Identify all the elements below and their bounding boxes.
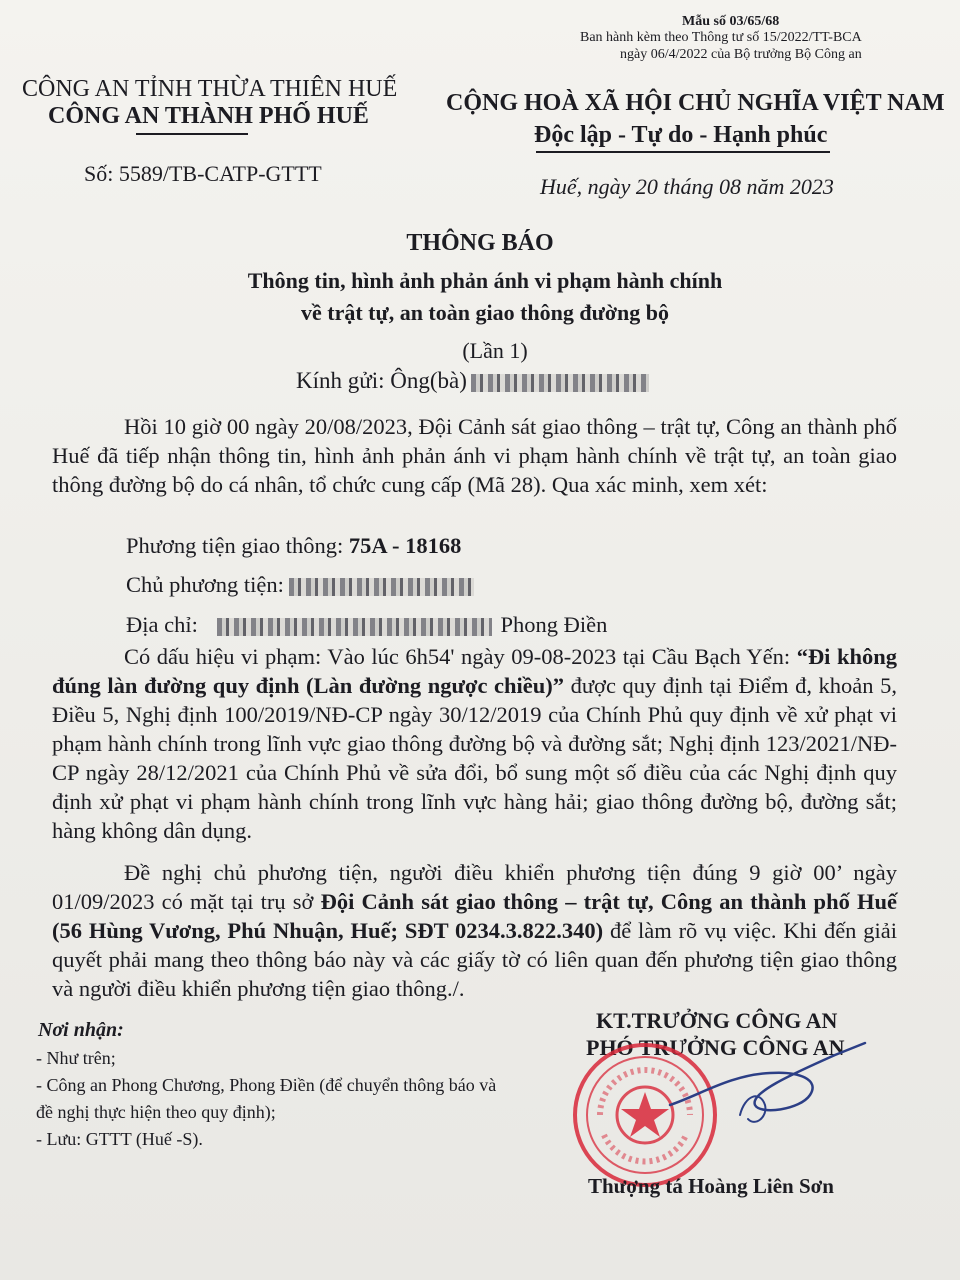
document-subtitle: Thông tin, hình ảnh phản ánh vi phạm hành chính bbox=[247, 268, 723, 293]
issue-number: (Lần 1) bbox=[462, 338, 528, 363]
handwritten-signature-icon bbox=[660, 1035, 870, 1145]
redacted-address bbox=[217, 618, 492, 636]
document-subtitle: về trật tự, an toàn giao thông đường bộ bbox=[300, 300, 669, 325]
vehicle-field bbox=[126, 533, 461, 559]
violation-legal-basis: được quy định tại Điểm đ, khoản 5, Điều 5, Nghị định 100/2019/NĐ-CP ngày 30/12/2019 của Chính Phủ quy định về xử phạt vi phạm hành chính trong lĩnh vực giao thông đường bộ và đường sắt; Nghị định 123/2021/NĐ-CP ngày 28/12/2021 của Chính Phủ về sửa đổi, bổ sung một số điều của các Nghị định quy định xử phạt vi phạm hành chính trong lĩnh vực hàng hải; giao thông đường bộ, đường sắt; hàng không dân dụng. bbox=[52, 673, 897, 843]
recipient-item: - Công an Phong Chương, Phong Điền (để chuyển thông báo và đề nghị thực hiện theo quy định); bbox=[36, 1075, 497, 1122]
violation-description: “Đi không đúng làn đường quy định (Làn đường ngược chiều)” bbox=[52, 644, 897, 698]
nation-title: CỘNG HOÀ XÃ HỘI CHỦ NGHĨA VIỆT NAM bbox=[446, 90, 945, 116]
request-paragraph bbox=[52, 858, 897, 1003]
agency-name: CÔNG AN THÀNH PHỐ HUẾ bbox=[48, 103, 369, 129]
violation-intro: Có dấu hiệu vi phạm: Vào lúc 6h54' ngày 09-08-2023 tại Cầu Bạch Yến: bbox=[124, 644, 797, 669]
agency-parent: CÔNG AN TỈNH THỪA THIÊN HUẾ bbox=[22, 76, 398, 102]
address-label: Địa chỉ: bbox=[126, 612, 204, 637]
recipients-list bbox=[36, 1045, 506, 1153]
request-rest: để làm rõ vụ việc. Khi đến giải quyết phải mang theo thông báo này và các giấy tờ có liên quan đến phương tiện giao thông và người điều khiển phương tiện giao thông./. bbox=[52, 918, 897, 1001]
redacted-name bbox=[471, 374, 649, 392]
intro-text: Hồi 10 giờ 00 ngày 20/08/2023, Đội Cảnh sát giao thông – trật tự, Công an thành phố Huế đã tiếp nhận thông tin, hình ảnh phản ánh vi phạm hành chính về trật tự, an toàn giao thông đường bộ do cá nhân, tổ chức cung cấp (Mã 28). Qua xác minh, xem xét: bbox=[52, 414, 897, 497]
form-number: Mẫu số 03/65/68 bbox=[682, 14, 780, 29]
divider bbox=[536, 151, 830, 153]
recipient-item: - Như trên; bbox=[36, 1048, 116, 1068]
divider bbox=[136, 133, 248, 135]
vehicle-label: Phương tiện giao thông: bbox=[126, 533, 349, 558]
signer-name: Thượng tá Hoàng Liên Sơn bbox=[588, 1174, 834, 1198]
motto: Độc lập - Tự do - Hạnh phúc bbox=[534, 122, 828, 148]
license-plate: 75A - 18168 bbox=[348, 533, 462, 558]
document-number: Số: 5589/TB-CATP-GTTT bbox=[84, 161, 322, 186]
address-tail: Phong Điền bbox=[500, 612, 608, 637]
request-intro: Đề nghị chủ phương tiện, người điều khiển phương tiện đúng 9 giờ 00’ ngày 01/09/2023 có mặt tại trụ sở bbox=[52, 860, 897, 914]
recipients-title: Nơi nhận: bbox=[38, 1019, 124, 1041]
intro-paragraph bbox=[52, 412, 897, 499]
place-date: Huế, ngày 20 tháng 08 năm 2023 bbox=[540, 174, 834, 199]
greeting bbox=[296, 368, 649, 394]
request-location: Đội Cảnh sát giao thông – trật tự, Công an thành phố Huế (56 Hùng Vương, Phú Nhuận, Huế; SĐT 0234.3.822.340) bbox=[52, 889, 897, 943]
document-title: THÔNG BÁO bbox=[406, 230, 554, 256]
address-field bbox=[126, 612, 607, 638]
violation-paragraph bbox=[52, 642, 897, 845]
owner-field bbox=[126, 572, 474, 598]
form-issued-line: ngày 06/4/2022 của Bộ trưởng Bộ Công an bbox=[620, 47, 862, 62]
recipient-item: - Lưu: GTTT (Huế -S). bbox=[36, 1129, 203, 1149]
signature-subtitle: PHÓ TRƯỞNG CÔNG AN bbox=[586, 1035, 845, 1060]
redacted-owner bbox=[289, 578, 474, 596]
owner-label: Chủ phương tiện: bbox=[126, 572, 290, 597]
greeting-label: Kính gửi: Ông(bà) bbox=[296, 368, 467, 393]
form-issued-line: Ban hành kèm theo Thông tư số 15/2022/TT-BCA bbox=[580, 30, 862, 45]
signature-title: KT.TRƯỞNG CÔNG AN bbox=[596, 1008, 838, 1033]
